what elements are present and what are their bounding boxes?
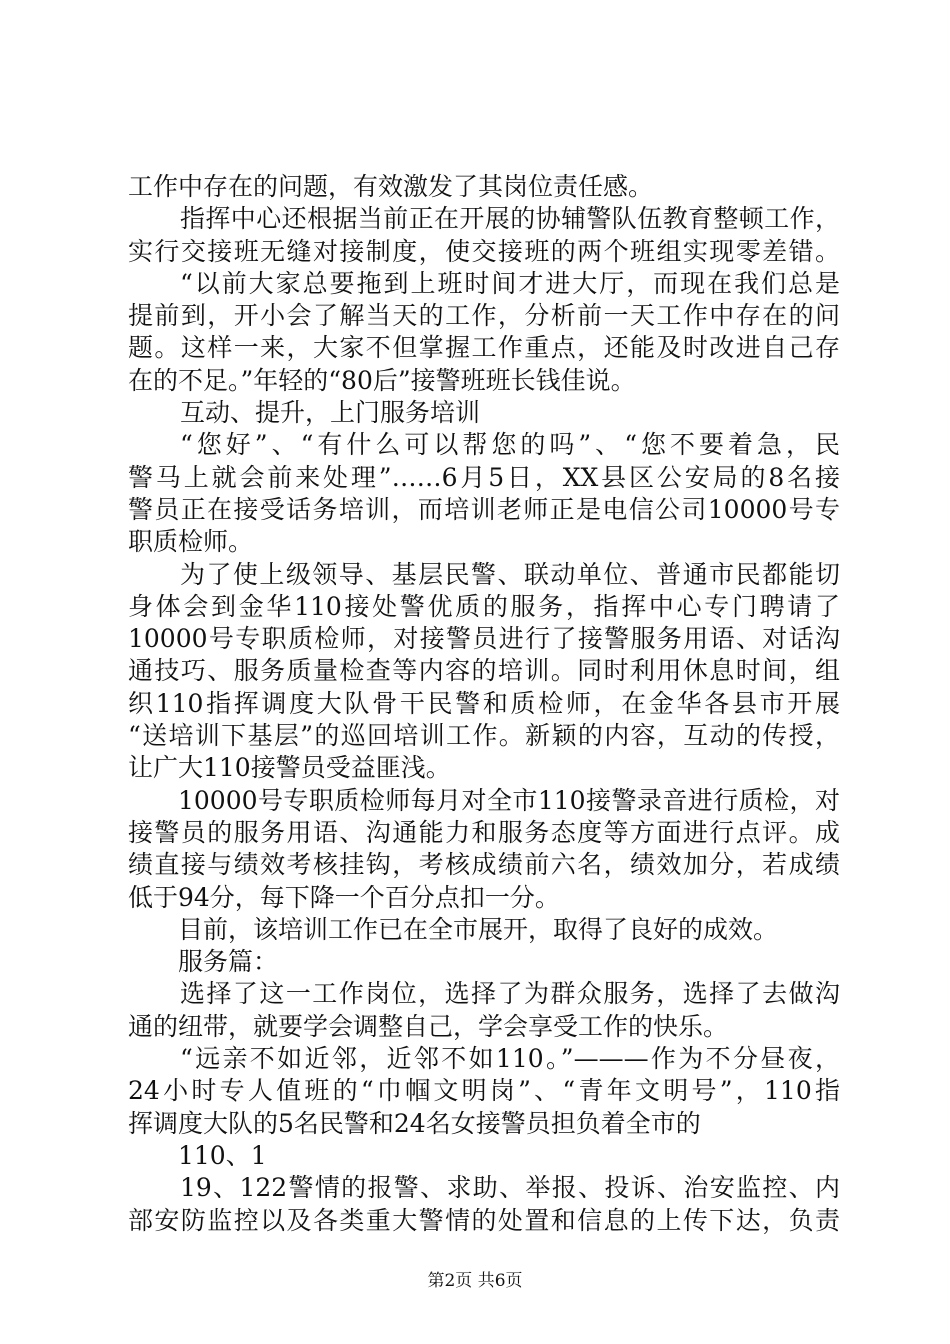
text-line: “您好”、“有什么可以帮您的吗”、“您不要着急，民	[180, 430, 840, 460]
text-line: 服务篇：	[178, 947, 279, 977]
text-line: 警马上就会前来处理”……6月5日，XX县区公安局的8名接	[128, 462, 840, 492]
text-line: 互动、提升，上门服务培训	[180, 398, 481, 428]
text-line: 职质检师。	[128, 527, 254, 557]
text-line: 24小时专人值班的“巾帼文明岗”、“青年文明号”，110指	[128, 1076, 840, 1106]
text-line: 19、122警情的报警、求助、举报、投诉、治安监控、内	[180, 1173, 840, 1203]
text-line: 目前，该培训工作已在全市展开，取得了良好的成效。	[178, 914, 779, 944]
text-line: 实行交接班无缝对接制度，使交接班的两个班组实现零差错。	[128, 236, 840, 266]
text-line: 10000号专职质检师每月对全市110接警录音进行质检，对	[178, 785, 840, 815]
text-line: 为了使上级领导、基层民警、联动单位、普通市民都能切	[180, 559, 840, 589]
text-line: “以前大家总要拖到上班时间才进大厅，而现在我们总是	[180, 268, 840, 298]
text-line: 题。这样一来，大家不但掌握工作重点，还能及时改进自己存	[128, 333, 840, 363]
text-line: 绩直接与绩效考核挂钩，考核成绩前六名，绩效加分，若成绩	[128, 850, 840, 880]
text-line: 在的不足。”年轻的“80后”接警班班长钱佳说。	[128, 365, 636, 395]
text-line: 工作中存在的问题，有效激发了其岗位责任感。	[128, 172, 654, 201]
text-line: “送培训下基层”的巡回培训工作。新颖的内容，互动的传授，	[128, 721, 840, 751]
text-line: 挥调度大队的5名民警和24名女接警员担负着全市的	[128, 1108, 701, 1138]
text-line: 身体会到金华110接处警优质的服务，指挥中心专门聘请了	[128, 591, 840, 621]
text-line: 警员正在接受话务培训，而培训老师正是电信公司10000号专	[128, 494, 840, 524]
text-line: 提前到，开小会了解当天的工作，分析前一天工作中存在的问	[128, 301, 840, 331]
text-line: 110、1	[178, 1140, 267, 1170]
text-line: 让广大110接警员受益匪浅。	[128, 753, 451, 783]
text-line: 部安防监控以及各类重大警情的处置和信息的上传下达，负责	[128, 1205, 840, 1235]
text-line: 选择了这一工作岗位，选择了为群众服务，选择了去做沟	[180, 979, 840, 1009]
text-line: 低于94分，每下降一个百分点扣一分。	[128, 882, 560, 912]
page-footer: 第2页 共6页	[427, 1271, 523, 1291]
text-line: 织110指挥调度大队骨干民警和质检师，在金华各县市开展	[128, 688, 840, 718]
text-line: “远亲不如近邻，近邻不如110。”———作为不分昼夜，	[180, 1044, 840, 1074]
text-line: 接警员的服务用语、沟通能力和服务态度等方面进行点评。成	[128, 817, 840, 847]
text-line: 10000号专职质检师，对接警员进行了接警服务用语、对话沟	[128, 624, 840, 654]
text-line: 通技巧、服务质量检查等内容的培训。同时利用休息时间，组	[128, 656, 840, 686]
text-line: 通的纽带，就要学会调整自己，学会享受工作的快乐。	[128, 1011, 729, 1041]
text-line: 指挥中心还根据当前正在开展的协辅警队伍教育整顿工作，	[180, 204, 840, 234]
body-text	[128, 171, 840, 1237]
